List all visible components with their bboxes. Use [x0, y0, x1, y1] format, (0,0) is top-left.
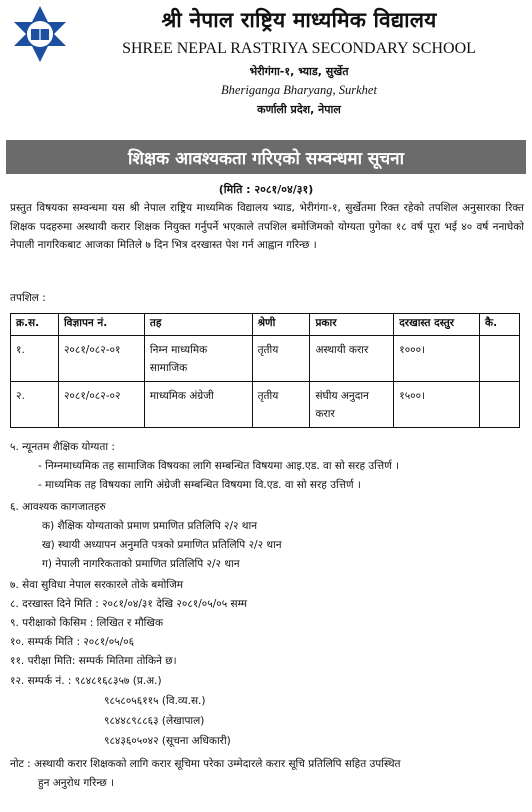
exam-type-item: ९. परीक्षाको किसिम : लिखित र मौखिक [10, 617, 164, 629]
col-header-sn: क्र.स. [11, 314, 59, 336]
table-cell [480, 336, 520, 382]
contact-date-item: १०. सम्पर्क मिति : २०८१/०५/०६ [10, 636, 135, 648]
table-cell [480, 382, 520, 428]
table-cell: संघीय अनुदान करार [310, 382, 394, 428]
qualification-item: - माध्यमिक तह विषयका लागि अंग्रेजी सम्बन्धित विषयमा वि.एड. वा सो सरह उत्तिर्ण । [38, 479, 361, 491]
province-label: कर्णाली प्रदेश, नेपाल [257, 103, 341, 116]
col-header-level: तह [144, 314, 252, 336]
contact-number: ९८४३६०५०४२ (सूचना अधिकारी) [104, 735, 231, 747]
table-cell: अस्थायी करार [310, 336, 394, 382]
qualification-heading: ५. न्यूनतम शैक्षिक योग्यता : [10, 441, 115, 453]
table-row [11, 382, 520, 428]
address-nepali: भेरीगंगा-१, भ्याड, सुर्खेत [249, 65, 349, 78]
documents-heading: ६. आवश्यक कागजातहरु [10, 501, 106, 513]
exam-date-item: ११. परीक्षा मिति: सम्पर्क मितिमा तोकिने छ। [10, 655, 177, 667]
table-header-row [11, 314, 520, 336]
table-cell: १५००। [394, 382, 480, 428]
note-line: नोट : अस्थायी करार शिक्षकको लागि करार सूचिमा परेका उम्मेदारले करार सूचि प्रतिलिपि सहित उपस्थित [10, 758, 401, 770]
note-block [10, 755, 522, 793]
school-name-english: SHREE NEPAL RASTRIYA SECONDARY SCHOOL [122, 40, 476, 57]
col-header-type: प्रकार [310, 314, 394, 336]
col-header-ad-no: विज्ञापन नं. [58, 314, 144, 336]
table-cell: निम्न माध्यमिक सामाजिक [144, 336, 252, 382]
service-facility-item: ७. सेवा सुविधा नेपाल सरकारले तोके बमोजिम [10, 579, 184, 591]
note-line: हुन अनुरोध गरिन्छ । [38, 777, 115, 789]
table-cell: २०८१/०८२-०१ [58, 336, 144, 382]
table-cell: २०८१/०८२-०२ [58, 382, 144, 428]
contact-number: ९८४४८९८८६३ (लेखापाल) [104, 715, 205, 727]
notice-title: शिक्षक आवश्यकता गरिएको सम्वन्धमा सूचना [127, 148, 405, 169]
col-header-class: श्रेणी [252, 314, 310, 336]
qualification-item: - निम्नमाध्यमिक तह सामाजिक विषयका लागि सम्बन्धित विषयमा आइ.एड. वा सो सरह उत्तिर्ण । [38, 460, 400, 472]
col-header-remarks: कै. [480, 314, 520, 336]
table-cell: १. [11, 336, 59, 382]
school-name-nepali: श्री नेपाल राष्ट्रिय माध्यमिक विद्यालय [161, 8, 437, 32]
contact-number: ९८५८०५६११५ (वि.व्य.स.) [104, 695, 206, 707]
document-item: ग) नेपाली नागरिकताको प्रमाणित प्रतिलिपि २/२ थान [42, 558, 240, 570]
table-cell: माध्यमिक अंग्रेजी [144, 382, 252, 428]
document-item: ख) स्थायी अध्यापन अनुमति पत्रको प्रमाणित प्रतिलिपि २/२ थान [42, 539, 282, 551]
col-header-fee: दरखास्त दस्तुर [394, 314, 480, 336]
contacts-heading: १२. सम्पर्क नं. : ९८४८१६८३५७ (प्र.अ.) [10, 675, 162, 687]
table-cell: २. [11, 382, 59, 428]
school-emblem-icon [10, 4, 70, 64]
vacancy-table [10, 313, 520, 428]
intro-paragraph: प्रस्तुत विषयका सम्वन्धमा यस श्री नेपाल राष्ट्रिय माध्यमिक विद्यालय भ्याड, भेरीगंगा-१, सुर्खेतमा रिक्त रहेको तपशिल अनुसारका रिक्त शिक्षक पदहरुमा अस्थायी करार शिक्षक नियुक्त गर्नुपर्ने भएकाले तपशिल बमोजिमको योग्यता पुगेका १८ वर्ष पूरा भई ४० वर्ष ननाघेको नेपाली नागरिकबाट आजका मितिले ७ दिन भित्र दरखास्त पेश गर्न आह्वान गरिन्छ । [10, 202, 524, 251]
table-cell: १०००। [394, 336, 480, 382]
table-row [11, 336, 520, 382]
application-date-item: ८. दरखास्त दिने मिति : २०८१/०४/३१ देखि २०८१/०५/०५ सम्म [10, 598, 248, 610]
notice-title-bar [6, 140, 526, 174]
document-item: क) शैक्षिक योग्यताको प्रमाण प्रमाणित प्रतिलिपि २/२ थान [42, 520, 258, 532]
notice-date: (मिति : २०८१/०४/३१) [218, 183, 314, 196]
table-cell: तृतीय [252, 382, 310, 428]
address-english: Bheriganga Bharyang, Surkhet [221, 83, 377, 97]
details-label: तपशिल : [10, 292, 46, 304]
table-cell: तृतीय [252, 336, 310, 382]
